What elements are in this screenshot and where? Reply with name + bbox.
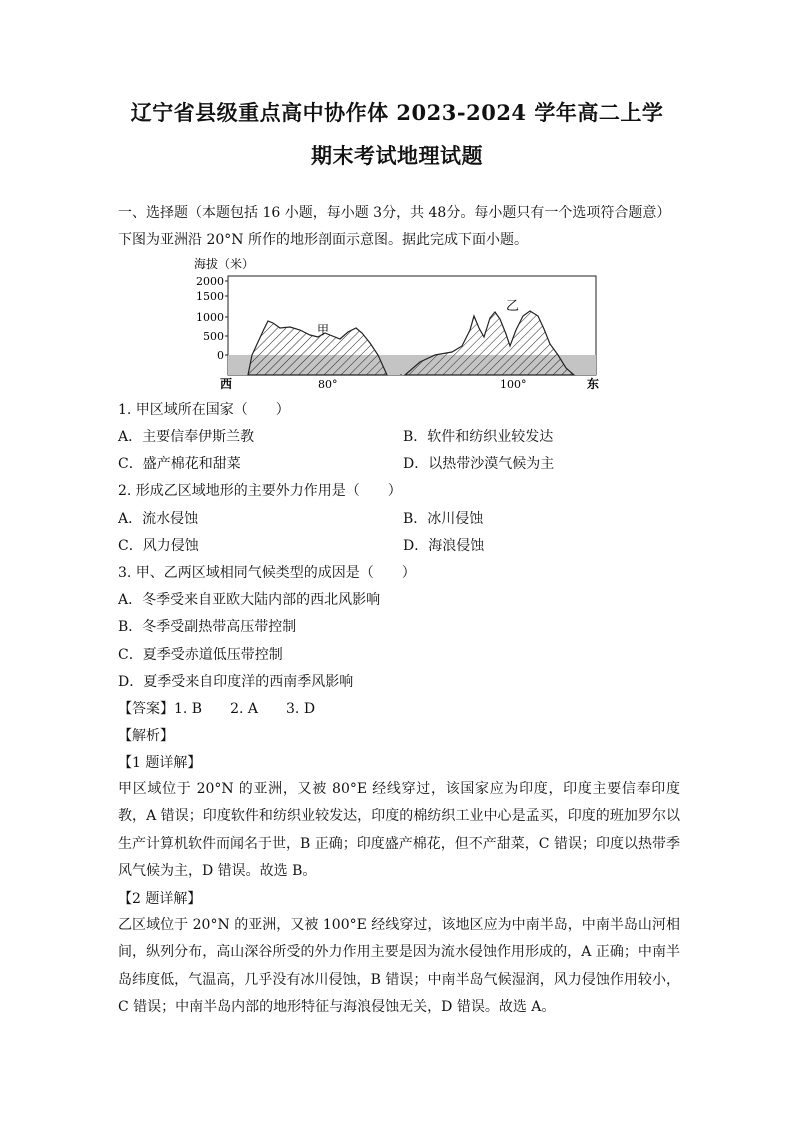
detail-1-text: 甲区域位于 20°N 的亚洲，又被 80°E 经线穿过，该国家应为印度，印度主要信奉印度教，A 错误；印度软件和纺织业较发达，印度的棉纺织工业中心是孟买，印度的班加罗尔以生产计算机软件而闻名于世，B 正确；印度盛产棉花，但不产甜菜，C 错误；印度以热带季风气候为主，D 错误。故选 B。 bbox=[118, 781, 680, 880]
y-tick-1500: 1500 bbox=[196, 290, 224, 303]
label-yi: 乙 bbox=[506, 299, 520, 314]
page-title-line2: 期末考试地理试题 bbox=[311, 143, 483, 168]
q3-option-a: A．冬季受来自亚欧大陆内部的西北风影响 bbox=[118, 592, 381, 608]
y-axis-label: 海拔（米） bbox=[194, 257, 255, 271]
terrain-profile-figure bbox=[190, 254, 610, 394]
q3-option-b: B．冬季受副热带高压带控制 bbox=[118, 619, 297, 635]
question-stem-intro: 下图为亚洲沿 20°N 所作的地形剖面示意图。据此完成下面小题。 bbox=[118, 232, 528, 248]
answer-line: 【答案】1. B 2. A 3. D bbox=[118, 701, 316, 717]
x-label-100: 100° bbox=[500, 378, 527, 391]
q2-option-d: D．海浪侵蚀 bbox=[403, 538, 485, 554]
question-1-stem: 1. 甲区域所在国家（ ） bbox=[118, 402, 290, 418]
question-3-stem: 3. 甲、乙两区域相同气候类型的成因是（ ） bbox=[118, 565, 416, 581]
q1-option-c: C．盛产棉花和甜菜 bbox=[118, 456, 241, 472]
x-label-west: 西 bbox=[220, 377, 233, 391]
detail-1-label: 【1 题详解】 bbox=[118, 755, 202, 771]
x-label-80: 80° bbox=[318, 378, 338, 391]
section-intro: 一、选择题（本题包括 16 小题，每小题 3分，共 48分。每小题只有一个选项符合题意） bbox=[118, 205, 671, 221]
y-tick-0: 0 bbox=[217, 349, 224, 362]
detail-2-label: 【2 题详解】 bbox=[118, 891, 202, 907]
q1-option-b: B．软件和纺织业较发达 bbox=[403, 429, 554, 445]
q2-option-a: A．流水侵蚀 bbox=[118, 511, 199, 527]
q2-option-b: B．冰川侵蚀 bbox=[403, 511, 484, 527]
y-tick-500: 500 bbox=[203, 330, 224, 343]
q3-option-c: C．夏季受赤道低压带控制 bbox=[118, 647, 283, 663]
q1-option-d: D．以热带沙漠气候为主 bbox=[403, 456, 555, 472]
x-label-east: 东 bbox=[587, 377, 600, 391]
detail-2-text: 乙区域位于 20°N 的亚洲，又被 100°E 经线穿过，该地区应为中南半岛，中南半岛山河相间，纵列分布，高山深谷所受的外力作用主要是因为流水侵蚀作用形成的，A 正确；中南半岛纬度低，气温高，几乎没有冰川侵蚀，B 错误；中南半岛气候湿润，风力侵蚀作用较小，C 错误；中南半岛内部的地形特征与海浪侵蚀无关，D 错误。故选 A。 bbox=[118, 917, 680, 1016]
y-tick-2000: 2000 bbox=[196, 275, 224, 288]
terrain-yi bbox=[405, 311, 574, 375]
question-2-stem: 2. 形成乙区域地形的主要外力作用是（ ） bbox=[118, 483, 402, 499]
q3-option-d: D．夏季受来自印度洋的西南季风影响 bbox=[118, 674, 354, 690]
page-title-line1: 辽宁省县级重点高中协作体 2023-2024 学年高二上学 bbox=[130, 100, 664, 125]
y-tick-1000: 1000 bbox=[196, 311, 224, 324]
analysis-label: 【解析】 bbox=[118, 728, 174, 744]
q2-option-c: C．风力侵蚀 bbox=[118, 538, 199, 554]
q1-option-a: A．主要信奉伊斯兰教 bbox=[118, 429, 255, 445]
label-jia: 甲 bbox=[317, 323, 330, 337]
